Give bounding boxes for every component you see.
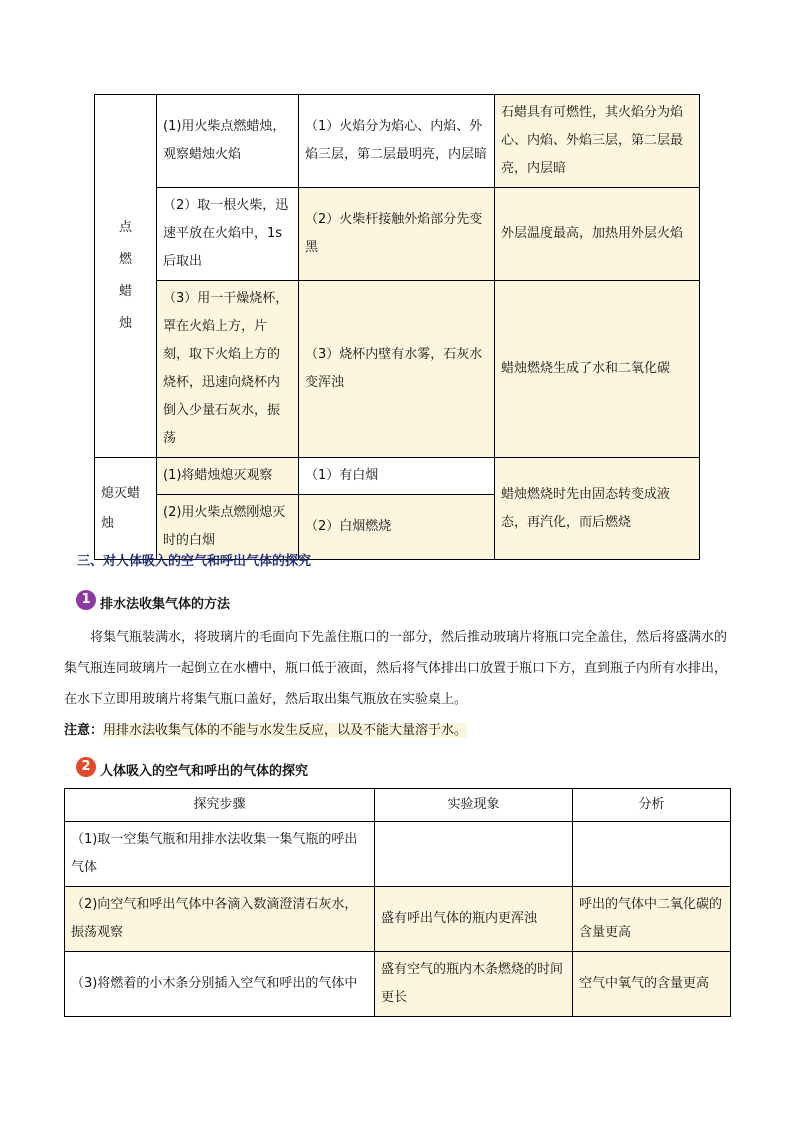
column-header: 探究步骤 <box>65 789 375 822</box>
observation-cell: （3）烧杯内壁有水雾，石灰水变浑浊 <box>299 281 495 458</box>
table-row <box>65 822 731 887</box>
observation-cell: （1）有白烟 <box>299 458 495 495</box>
table-header-row <box>65 789 731 822</box>
note-label: 注意： <box>64 723 104 738</box>
breath-experiment-table <box>64 788 731 1017</box>
analysis-cell: 呼出的气体中二氧化碳的含量更高 <box>573 887 731 952</box>
table-row <box>65 952 731 1017</box>
subsection-title: 排水法收集气体的方法 <box>100 597 231 612</box>
subsection-title: 人体吸入的空气和呼出的气体的探究 <box>100 764 309 779</box>
analysis-cell <box>573 822 731 887</box>
table-row <box>95 95 700 188</box>
step-cell: (1)将蜡烛熄灭观察 <box>157 458 299 495</box>
conclusion-cell: 外层温度最高，加热用外层火焰 <box>495 188 700 281</box>
observation-cell <box>375 822 573 887</box>
observation-cell: （2）白烟燃烧 <box>299 495 495 560</box>
column-header: 实验现象 <box>375 789 573 822</box>
note <box>64 717 467 745</box>
column-header: 分析 <box>573 789 731 822</box>
step-cell: （2）取一根火柴，迅速平放在火焰中，1s后取出 <box>157 188 299 281</box>
analysis-cell: 空气中氧气的含量更高 <box>573 952 731 1017</box>
observation-cell: 盛有呼出气体的瓶内更浑浊 <box>375 887 573 952</box>
conclusion-cell: 蜡烛燃烧时先由固态转变成液态，再汽化，而后燃烧 <box>495 458 700 560</box>
conclusion-cell: 石蜡具有可燃性，其火焰分为焰心、内焰、外焰三层，第二层最亮，内层暗 <box>495 95 700 188</box>
table-row <box>65 887 731 952</box>
step-cell: （3)将燃着的小木条分别插入空气和呼出的气体中 <box>65 952 375 1017</box>
note-text: 用排水法收集气体的不能与水发生反应，以及不能大量溶于水。 <box>103 723 468 738</box>
observation-cell: 盛有空气的瓶内木条燃烧的时间更长 <box>375 952 573 1017</box>
table-row <box>95 188 700 281</box>
table-row <box>95 281 700 458</box>
group-label-light-candle: 点燃蜡烛 <box>95 95 157 458</box>
number-badge-icon: 2 <box>76 757 96 777</box>
section-heading: 三、对人体吸入的空气和呼出气体的探究 <box>77 554 312 569</box>
step-cell: （2)向空气和呼出气体中各滴入数滴澄清石灰水，振荡观察 <box>65 887 375 952</box>
observation-cell: （1）火焰分为焰心、内焰、外焰三层，第二层最明亮，内层暗 <box>299 95 495 188</box>
table-row <box>95 458 700 495</box>
step-cell: （1)取一空集气瓶和用排水法收集一集气瓶的呼出气体 <box>65 822 375 887</box>
step-cell: （3）用一干燥烧杯，罩在火焰上方，片刻，取下火焰上方的烧杯，迅速向烧杯内倒入少量石灰水，振荡 <box>157 281 299 458</box>
group-label-extinguish-candle: 熄灭蜡烛 <box>95 458 157 560</box>
step-cell: (1)用火柴点燃蜡烛，观察蜡烛火焰 <box>157 95 299 188</box>
step-cell: (2)用火柴点燃刚熄灭时的白烟 <box>157 495 299 560</box>
method-paragraph <box>64 622 730 715</box>
observation-cell: （2）火柴杆接触外焰部分先变黑 <box>299 188 495 281</box>
candle-experiment-table <box>94 94 700 560</box>
paragraph-text: 将集气瓶装满水，将玻璃片的毛面向下先盖住瓶口的一部分，然后推动玻璃片将瓶口完全盖住，然后将盛满水的集气瓶连同玻璃片一起倒立在水槽中，瓶口低于液面，然后将气体排出口放置于瓶口下方，直到瓶子内所有水排出，在水下立即用玻璃片将集气瓶口盖好，然后取出集气瓶放在实验桌上。 <box>64 630 728 707</box>
number-badge-icon: 1 <box>76 590 96 610</box>
conclusion-cell: 蜡烛燃烧生成了水和二氧化碳 <box>495 281 700 458</box>
